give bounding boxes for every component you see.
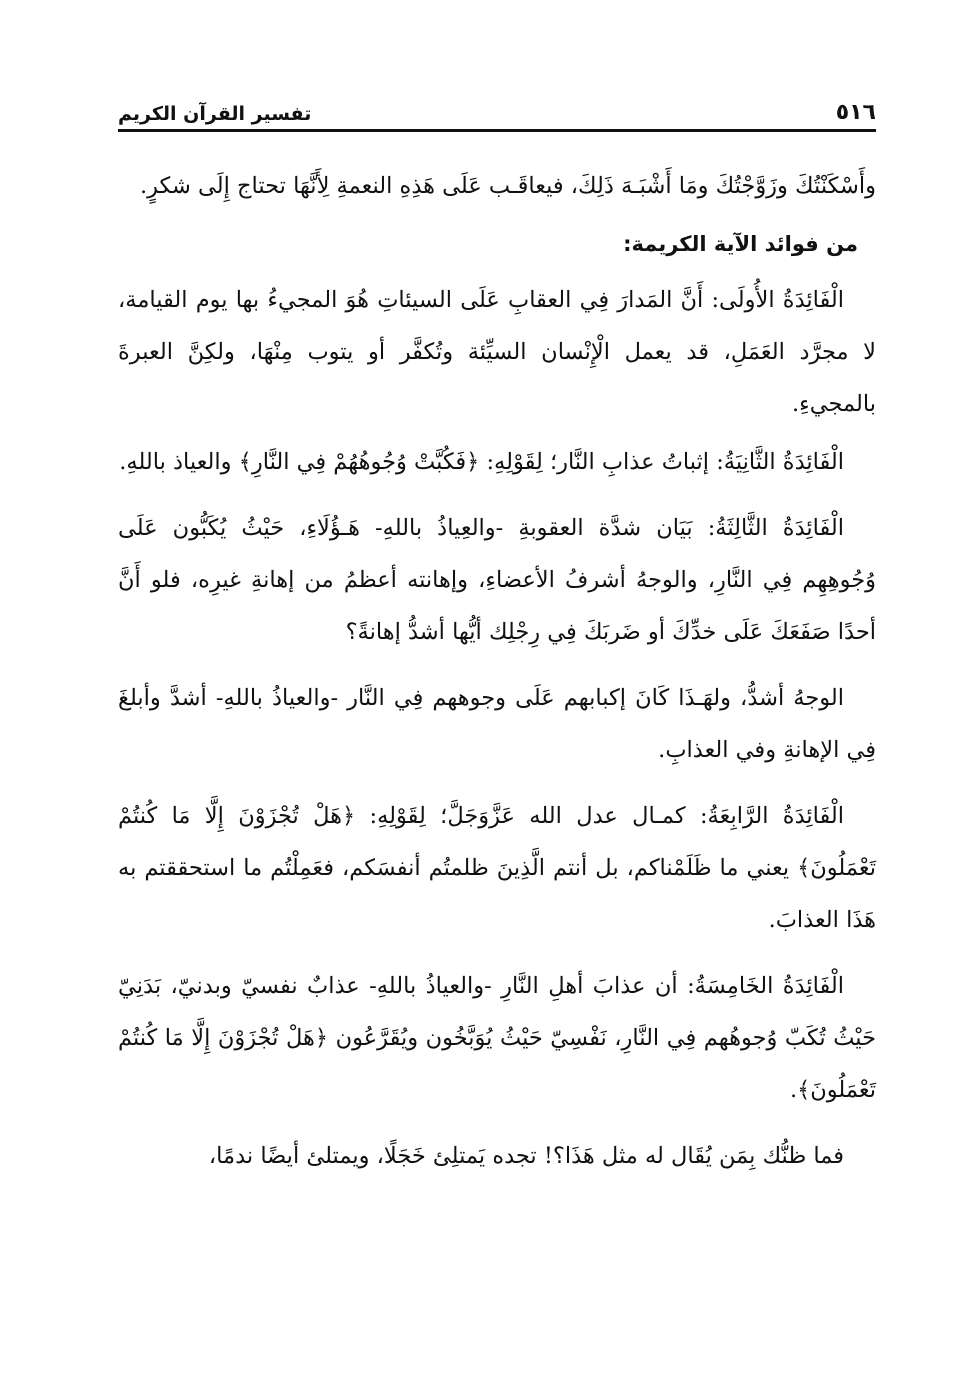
page-body bbox=[118, 160, 876, 1182]
paragraph-face: الوجهُ أشدُّ، ولهَـذَا كَانَ إكبابهم عَلَى وجوههم فِي النَّار -والعياذُ باللهِ- أشدَّ وأبلغَ فِي الإهانةِ وفي العذابِ. bbox=[118, 685, 876, 763]
benefit-2-text: إثباتُ عذابِ النَّار؛ لِقَوْلِهِ: ﴿فَكُبَّتْ وُجُوهُهُمْ فِي النَّارِ﴾ والعياذ باللهِ. bbox=[119, 449, 717, 475]
paragraph-closing: فما ظنُّك بِمَن يُقَال له مثل هَذَا؟! تجده يَمتلِئ خَجَلًا، ويمتلئ أيضًا ندمًا، bbox=[208, 1143, 844, 1169]
benefit-1-paragraph bbox=[118, 274, 876, 430]
benefit-4-label: الْفَائِدَةُ الرَّابِعَةُ: bbox=[699, 803, 845, 829]
benefit-4-text: كمـال عدل الله عَزَّوَجَلَّ؛ لِقَوْلِهِ: ﴿هَلْ تُجْزَوْنَ إِلَّا مَا كُنتُمْ تَعْمَلُونَ﴾ يعني ما ظَلَمْناكم، بل أنتم الَّذِينَ ظلمتُم أنفسَكم، فعَمِلْتُم ما استحققتم به هَذَا العذابَ. bbox=[118, 803, 876, 933]
benefit-5-paragraph bbox=[118, 960, 876, 1116]
benefit-1-text: أَنَّ المَدارَ فِي العقابِ عَلَى السيئاتِ هُوَ المجيءُ بها يوم القيامة، لا مجرَّد العَمَلِ، قد يعمل الْإِنْسان السيِّئة وتُكفَّر أو يتوب مِنْهَا، ولكِنَّ العبرةَ بالمجيءِ. bbox=[118, 287, 876, 417]
section-heading: من فوائد الآية الكريمة: bbox=[623, 232, 858, 256]
paragraph-continuation: وأَسْكَنْتُكَ وزَوَّجْتُكَ ومَا أَشْبَـهَ ذَلِكَ، فيعاقَـب عَلَى هَذِهِ النعمةِ لِأَنَّهَا تحتاج إِلَى شكرٍ. bbox=[139, 173, 876, 199]
benefit-3-label: الْفَائِدَةُ الثَّالِثَةُ: bbox=[707, 515, 844, 541]
benefit-5-label: الْفَائِدَةُ الخَامِسَةُ: bbox=[687, 973, 844, 999]
benefit-4-paragraph bbox=[118, 790, 876, 946]
running-title: تفسير القرآن الكريم bbox=[118, 103, 312, 125]
benefit-3-text: بَيَان شدَّة العقوبةِ -والعِياذُ باللهِ- هَـؤُلَاءِ، حَيْثُ يُكَبُّون عَلَى وُجُوهِهِم فِي النَّارِ، والوجهُ أشرفُ الأعضاءِ، وإهانته أعظمُ من إهانةِ غيرِه، فلو أَنَّ أحدًا صَفَعَكَ عَلَى خدِّكَ أو ضَربَكَ فِي رِجْلِك أيُّها أشدُّ إهانةً؟ bbox=[118, 515, 876, 645]
page-header bbox=[118, 92, 876, 132]
benefit-1-label: الْفَائِدَةُ الأُولَى: bbox=[711, 287, 844, 313]
page-number: ٥١٦ bbox=[835, 100, 876, 125]
benefit-5-text: أن عذابَ أهلِ النَّارِ -والعياذُ باللهِ- عذابٌ نفسيّ وبدنيّ، بَدَنِيّ حَيْثُ تُكَبّ وُجوهُهم فِي النَّارِ، نَفْسِيّ حَيْثُ يُوَبَّخُون ويُقَرَّعُون ﴿هَلْ تُجْزَوْنَ إِلَّا مَا كُنتُمْ تَعْمَلُونَ﴾. bbox=[118, 973, 876, 1103]
benefit-3-paragraph bbox=[118, 502, 876, 658]
benefit-2-paragraph bbox=[118, 436, 876, 488]
benefit-2-label: الْفَائِدَةُ الثَّانِيَةُ: bbox=[716, 449, 844, 475]
